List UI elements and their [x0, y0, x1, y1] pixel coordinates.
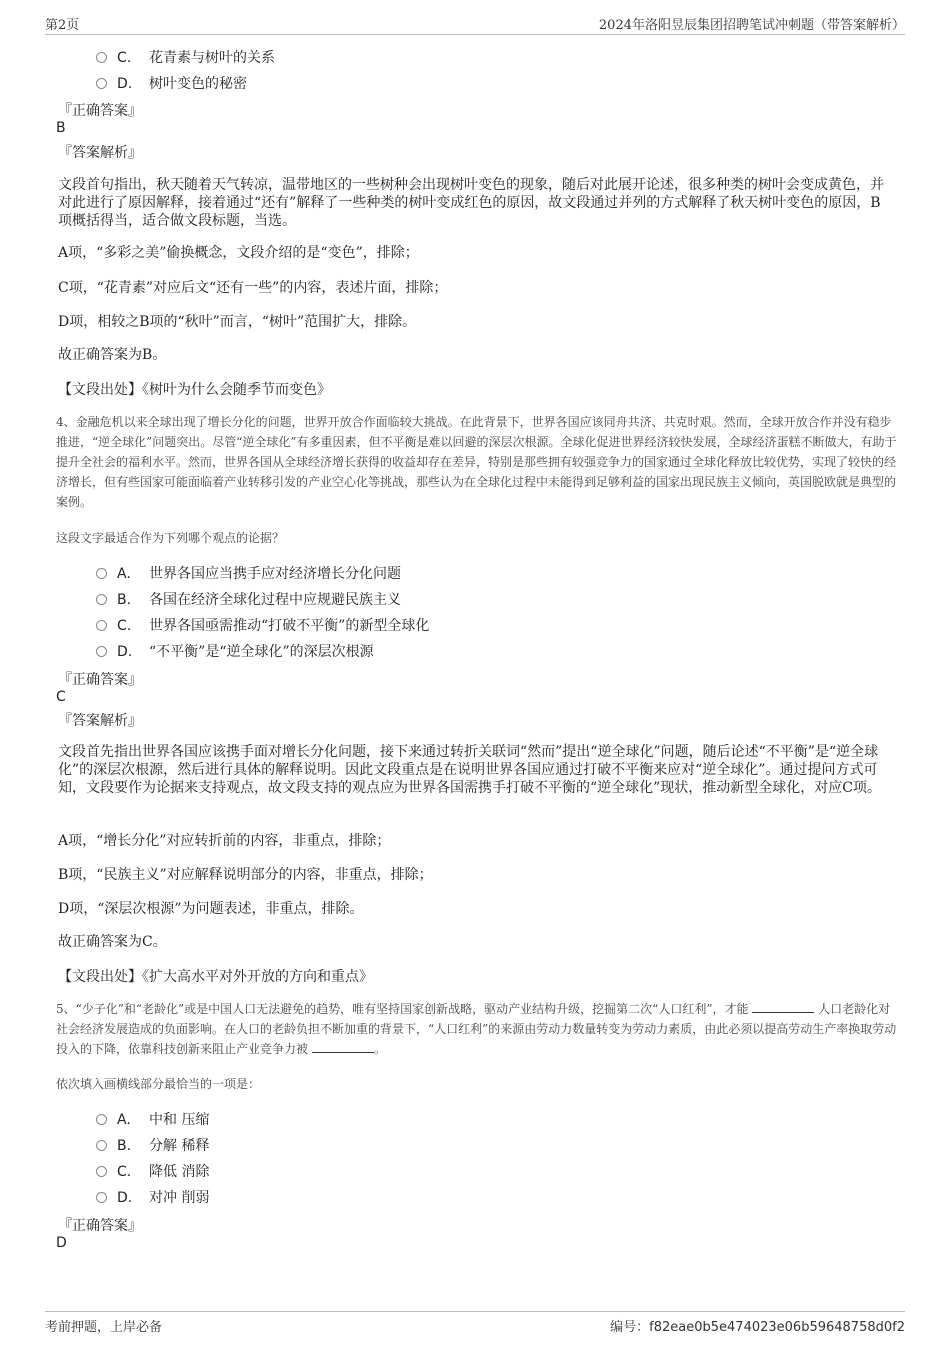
page-footer [45, 1311, 905, 1337]
footer-slogan: 考前押题，上岸必备 [45, 1320, 163, 1335]
radio-icon[interactable] [96, 1192, 107, 1203]
analysis-item: D项，“深层次根源”为问题表述，非重点，排除。 [58, 901, 364, 917]
radio-icon[interactable] [96, 78, 107, 89]
answer-value: B [56, 120, 66, 136]
option-d[interactable]: D. 树叶变色的秘密 [96, 73, 247, 93]
page-header [45, 12, 905, 35]
option-d[interactable]: D. “不平衡”是“逆全球化”的深层次根源 [96, 641, 374, 661]
radio-icon[interactable] [96, 1114, 107, 1125]
question-stem: 5、“少子化”和“老龄化”或是中国人口无法避免的趋势，唯有坚持国家创新战略，驱动产业结构升级，挖掘第二次“人口红利”，才能 人口老龄化对社会经济发展造成的负面影响。在人口的老龄负担不断加重的背景下，“人口红利”的来源由劳动力数量转变为劳动力素质，由此必须以提高劳动生产率换取劳动投入的下降，依靠科技创新来阻止产业竞争力被 。 [56, 1002, 897, 1056]
analysis-item: A项，“增长分化”对应转折前的内容，非重点，排除； [58, 833, 391, 849]
analysis-item: C项，“花青素”对应后文“还有一些”的内容，表述片面，排除； [58, 280, 448, 296]
answer-label: 『正确答案』 [58, 1218, 142, 1234]
option-c[interactable]: C. 降低 消除 [96, 1161, 209, 1181]
analysis-paragraph: 文段首先指出世界各国应该携手面对增长分化问题，接下来通过转折关联词“然而”提出“逆全球化”问题，随后论述“不平衡”是“逆全球化”的深层次根源，然后进行具体的解释说明。因此文段重点是在说明世界各国应通过打破不平衡来应对“逆全球化”。通过提问方式可知，文段要作为论据来支持观点，故文段支持的观点应为世界各国需携手打破不平衡的“逆全球化”现状，推动新型全球化，对应C项。 [58, 744, 882, 796]
radio-icon[interactable] [96, 568, 107, 579]
passage-source: 【文段出处】《扩大高水平对外开放的方向和重点》 [58, 969, 373, 985]
fill-blank-1 [752, 1001, 814, 1013]
option-b[interactable]: B. 各国在经济全球化过程中应规避民族主义 [96, 589, 401, 609]
question-prompt: 这段文字最适合作为下列哪个观点的论据？ [56, 531, 285, 545]
radio-icon[interactable] [96, 1166, 107, 1177]
document-code: 编号：f82eae0b5e474023e06b59648758d0f2 [610, 1320, 905, 1335]
passage-source: 【文段出处】《树叶为什么会随季节而变色》 [58, 382, 331, 398]
document-title: 2024年洛阳昱辰集团招聘笔试冲刺题（带答案解析） [598, 18, 905, 33]
answer-label: 『正确答案』 [58, 672, 142, 688]
radio-icon[interactable] [96, 1140, 107, 1151]
option-c[interactable]: C. 花青素与树叶的关系 [96, 47, 275, 67]
radio-icon[interactable] [96, 52, 107, 63]
radio-icon[interactable] [96, 620, 107, 631]
question-stem: 4、金融危机以来全球出现了增长分化的问题，世界开放合作面临较大挑战。在此背景下，世界各国应该同舟共济、共克时艰。然而，全球开放合作并没有稳步推进，“逆全球化”问题突出。尽管“逆全球化”有多重因素，但不平衡是难以回避的深层次根源。全球化促进世界经济较快发展，全球经济蛋糕不断做大，有助于提升全社会的福利水平。然而，世界各国从全球经济增长获得的收益却存在差异，特别是那些拥有较强竞争力的国家通过全球化释放比较优势，实现了较快的经济增长，但有些国家可能面临着产业转移引发的产业空心化等挑战，那些认为在全球化过程中未能得到足够利益的国家出现民族主义倾向，英国脱欧就是典型的案例。 [56, 415, 897, 509]
analysis-label: 『答案解析』 [58, 713, 142, 729]
analysis-label: 『答案解析』 [58, 145, 142, 161]
radio-icon[interactable] [96, 646, 107, 657]
analysis-item: D项，相较之B项的“秋叶”而言，“树叶”范围扩大，排除。 [58, 314, 417, 330]
option-d[interactable]: D. 对冲 削弱 [96, 1187, 209, 1207]
page-number: 第2页 [45, 18, 80, 33]
option-c[interactable]: C. 世界各国亟需推动“打破不平衡”的新型全球化 [96, 615, 429, 635]
option-a[interactable]: A. 中和 压缩 [96, 1109, 209, 1129]
answer-label: 『正确答案』 [58, 103, 142, 119]
option-a[interactable]: A. 世界各国应当携手应对经济增长分化问题 [96, 563, 401, 583]
fill-blank-2 [312, 1041, 374, 1053]
analysis-conclusion: 故正确答案为C。 [58, 934, 167, 950]
option-b[interactable]: B. 分解 稀释 [96, 1135, 209, 1155]
analysis-paragraph: 文段首句指出，秋天随着天气转凉，温带地区的一些树种会出现树叶变色的现象，随后对此展开论述，很多种类的树叶会变成黄色，并对此进行了原因解释，接着通过“还有”解释了一些种类的树叶变成红色的原因，故文段通过并列的方式解释了秋天树叶变色的原因，B项概括得当，适合做文段标题，当选。 [58, 177, 884, 229]
question-prompt: 依次填入画横线部分最恰当的一项是： [56, 1077, 261, 1091]
answer-value: C [56, 689, 66, 705]
radio-icon[interactable] [96, 594, 107, 605]
answer-value: D [56, 1235, 67, 1251]
analysis-item: B项，“民族主义”对应解释说明部分的内容，非重点，排除； [58, 867, 433, 883]
analysis-conclusion: 故正确答案为B。 [58, 347, 167, 363]
analysis-item: A项，“多彩之美”偷换概念，文段介绍的是“变色”，排除； [58, 245, 419, 261]
